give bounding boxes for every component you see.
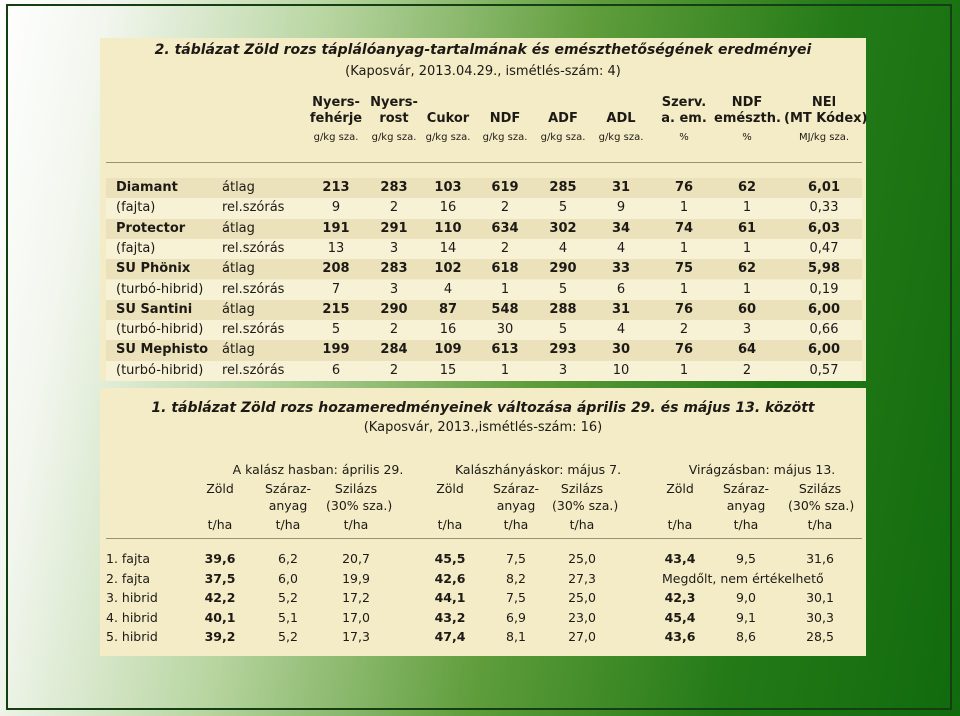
table2-cell: 5	[558, 322, 568, 338]
table2-subtitle: (Kaposvár, 2013.04.29., ismétlés-szám: 4)	[345, 64, 621, 79]
table2-cell: 110	[434, 220, 462, 236]
table2-row-name: SU Mephisto	[116, 342, 209, 358]
table2-cell: 103	[434, 180, 462, 195]
table2-cell: 9	[331, 200, 341, 216]
table2-cell: 3	[742, 322, 752, 338]
table1-col-szilazs: Szilázs	[798, 481, 842, 496]
table2-col-header-line2: emészth.	[714, 111, 781, 126]
table1-row-name: 1. fajta	[106, 551, 150, 566]
table1-group-label: A kalász hasban: április 29.	[232, 462, 404, 477]
table1-group-label: Kalászhányáskor: május 7.	[454, 462, 622, 477]
table2-cell: 7	[331, 281, 341, 297]
table1-col-unit: t/ha	[343, 517, 369, 532]
table1-col-szaraz: anyag	[496, 498, 536, 513]
table2-cell: 2	[389, 322, 399, 338]
table2-cell: 4	[443, 281, 453, 297]
table2-col-header-line2: a. em.	[661, 111, 707, 126]
table2-cell: 0,66	[809, 322, 839, 338]
table1-cell: 6,2	[278, 551, 298, 566]
table1-cell: 37,5	[204, 570, 236, 586]
table1-col-unit: t/ha	[207, 517, 233, 532]
table2-col-header-line2: rost	[379, 111, 409, 126]
table2-cell: 74	[674, 220, 694, 236]
table1-cell: 19,9	[342, 570, 370, 586]
table1-col-szaraz: anyag	[268, 498, 308, 513]
table2-cell: 0,33	[809, 200, 839, 216]
table2-cell: 3	[389, 240, 399, 256]
table1-row-name: 4. hibrid	[106, 609, 158, 625]
table1-col-szaraz: Száraz-	[264, 481, 312, 496]
table2-row-name: (fajta)	[116, 240, 156, 256]
table2-cell: 293	[549, 342, 577, 358]
table2-row-name: SU Santini	[116, 301, 193, 317]
table1-cell: 7,5	[506, 590, 526, 605]
table1-col-zold: Zöld	[206, 481, 234, 496]
table2-cell: 2	[389, 362, 399, 378]
table2-cell: 64	[737, 342, 757, 358]
table2-cell: 10	[612, 362, 630, 378]
table2-cell: 6,03	[807, 220, 841, 236]
table2-cell: 0,47	[809, 240, 839, 256]
table2-cell: 1	[500, 362, 510, 378]
table2-row-stat: rel.szórás	[222, 240, 285, 256]
table1-col-unit: t/ha	[807, 517, 833, 532]
table2-cell: 2	[500, 200, 510, 216]
table2-col-unit: g/kg sza.	[540, 132, 586, 143]
table1-cell: 43,6	[664, 629, 696, 644]
table1-row-name: 2. fajta	[106, 570, 150, 586]
table1-col-szilazs: (30% sza.)	[552, 498, 619, 513]
table2-cell: 76	[674, 301, 694, 317]
table1-cell: 47,4	[434, 629, 466, 644]
table1-title: 1. táblázat Zöld rozs hozameredményeinek változása április 29. és május 13. között	[151, 400, 815, 416]
table2-cell: 16	[439, 322, 457, 338]
table1-col-unit: t/ha	[733, 517, 759, 532]
table2-header-rule	[106, 162, 862, 163]
table2-row-stat: átlag	[222, 301, 255, 317]
table2-cell: 288	[549, 301, 577, 317]
table1-header-rule	[106, 538, 862, 539]
table2-cell: 0,19	[809, 281, 839, 297]
table2-row-name: (turbó-hibrid)	[116, 281, 204, 297]
table1-col-unit: t/ha	[437, 517, 463, 532]
table1-cell: 5,2	[278, 590, 298, 605]
table1-cell: 39,2	[204, 629, 236, 644]
table2-cell: 62	[737, 261, 757, 277]
table2-col-unit: g/kg sza.	[425, 132, 471, 143]
table1-cell: 42,6	[434, 570, 466, 586]
table1-cell: 5,2	[278, 629, 298, 644]
table1-cell: 8,2	[506, 570, 526, 586]
table2-cell: 290	[380, 301, 408, 317]
table1-cell: 30,3	[806, 609, 834, 625]
table2-cell: 1	[679, 281, 689, 297]
table2-cell: 208	[322, 261, 350, 277]
table2-cell: 61	[737, 220, 757, 236]
table1-row-name: 3. hibrid	[106, 590, 158, 605]
table2-cell: 284	[380, 342, 408, 358]
table2-cell: 3	[558, 362, 568, 378]
table2-col-header-line1: NDF	[731, 95, 763, 110]
table1-col-szaraz: Száraz-	[722, 481, 770, 496]
table2-col-unit: %	[742, 132, 752, 143]
table1-cell: 28,5	[806, 629, 834, 644]
table2-cell: 1	[679, 362, 689, 378]
table1-cell: 40,1	[204, 609, 236, 625]
table1-col-unit: t/ha	[503, 517, 529, 532]
table2-col-unit: MJ/kg sza.	[798, 132, 850, 143]
table1-cell: 17,0	[342, 609, 370, 625]
table2-cell: 16	[439, 200, 457, 216]
table2-row-stat: átlag	[222, 180, 255, 195]
table1-cell: 9,1	[736, 609, 756, 625]
table1-panel	[100, 388, 866, 656]
table2-cell: 6	[616, 281, 626, 297]
table2-col-header-line2: fehérje	[309, 111, 363, 126]
table2-cell: 1	[742, 240, 752, 256]
table2-cell: 5	[331, 322, 341, 338]
table1-group-label: Virágzásban: május 13.	[688, 462, 836, 477]
table2-cell: 5	[558, 200, 568, 216]
table1-cell: 27,0	[568, 629, 596, 644]
table2-col-header-line1: Nyers-	[312, 95, 360, 110]
table2-cell: 283	[380, 180, 408, 195]
table2-cell: 14	[439, 240, 457, 256]
table1-col-szaraz: anyag	[726, 498, 766, 513]
table1-col-szaraz: Száraz-	[492, 481, 540, 496]
table1-cell: 5,1	[278, 609, 298, 625]
table2-cell: 1	[679, 240, 689, 256]
table1-col-szilazs: Szilázs	[334, 481, 378, 496]
table2-cell: 0,57	[809, 362, 839, 378]
table2-cell: 191	[322, 220, 350, 236]
table1-cell: 6,0	[278, 570, 298, 586]
table2-cell: 31	[611, 301, 631, 317]
table1-cell: 42,3	[664, 590, 696, 605]
table1-cell: 39,6	[204, 551, 236, 566]
table2-cell: 4	[558, 240, 568, 256]
table1-col-unit: t/ha	[569, 517, 595, 532]
table2-cell: 30	[496, 322, 514, 338]
table2-cell: 618	[491, 261, 519, 277]
table2-col-unit: %	[679, 132, 689, 143]
table1-cell: 8,6	[736, 629, 756, 644]
table2-cell: 5,98	[807, 261, 841, 277]
table1-cell: 17,3	[342, 629, 370, 644]
table2-cell: 87	[438, 301, 458, 317]
table2-cell: 75	[674, 261, 694, 277]
table1-col-unit: t/ha	[667, 517, 693, 532]
table2-col-header-line2: ADF	[548, 111, 578, 126]
table2-col-header-line1: Szerv.	[661, 95, 707, 110]
table1-cell: 45,4	[664, 609, 696, 625]
table1-cell: 43,2	[434, 609, 466, 625]
table2-cell: 1	[679, 200, 689, 216]
table1-col-unit: t/ha	[275, 517, 301, 532]
table1-row-note: Megdőlt, nem értékelhető	[662, 570, 824, 586]
table2-cell: 215	[322, 301, 350, 317]
table2-cell: 6,00	[807, 342, 841, 358]
table2-row-stat: rel.szórás	[222, 200, 285, 216]
table2-col-unit: g/kg sza.	[482, 132, 528, 143]
table2-col-unit: g/kg sza.	[313, 132, 359, 143]
table2-row-stat: rel.szórás	[222, 281, 285, 297]
table2-col-header-line1: Nyers-	[370, 95, 418, 110]
table1-col-szilazs: (30% sza.)	[788, 498, 855, 513]
table2-cell: 30	[611, 342, 631, 358]
table1-cell: 45,5	[434, 551, 466, 566]
table2-row-stat: átlag	[222, 261, 255, 277]
table2-cell: 33	[611, 261, 631, 277]
table1-cell: 6,9	[506, 609, 526, 625]
table1-col-szilazs: Szilázs	[560, 481, 604, 496]
table1-cell: 44,1	[434, 590, 466, 605]
table2-col-unit: g/kg sza.	[598, 132, 644, 143]
table2-cell: 15	[439, 362, 457, 378]
table2-cell: 213	[322, 180, 350, 195]
table2-cell: 2	[500, 240, 510, 256]
table2-row-name: SU Phönix	[116, 261, 191, 277]
table2-cell: 1	[742, 281, 752, 297]
table2-cell: 102	[434, 261, 462, 277]
table2-panel	[100, 38, 866, 381]
table2-cell: 302	[549, 220, 577, 236]
table1-cell: 31,6	[806, 551, 834, 566]
table2-row-name: (turbó-hibrid)	[116, 322, 204, 338]
table2-cell: 1	[500, 281, 510, 297]
table2-cell: 5	[558, 281, 568, 297]
table1-cell: 20,7	[342, 551, 370, 566]
table2-cell: 34	[611, 220, 631, 236]
table2-row-stat: rel.szórás	[222, 322, 285, 338]
table2-row-name: Protector	[116, 220, 186, 236]
table2-col-unit: g/kg sza.	[371, 132, 417, 143]
table1-cell: 43,4	[664, 551, 696, 566]
table2-cell: 13	[327, 240, 345, 256]
table2-cell: 31	[611, 180, 631, 195]
table2-cell: 613	[491, 342, 519, 358]
table2-cell: 2	[679, 322, 689, 338]
table2-cell: 109	[434, 342, 462, 358]
table2-row-stat: rel.szórás	[222, 362, 285, 378]
table2-cell: 76	[674, 180, 694, 195]
table1-cell: 42,2	[204, 590, 236, 605]
table2-cell: 619	[491, 180, 519, 195]
table2-col-header-line2: ADL	[606, 111, 636, 126]
table1-cell: 17,2	[342, 590, 370, 605]
table1-subtitle: (Kaposvár, 2013.,ismétlés-szám: 16)	[363, 420, 603, 435]
table1-cell: 27,3	[568, 570, 596, 586]
table2-cell: 291	[380, 220, 408, 236]
table2-cell: 199	[322, 342, 350, 358]
table2-cell: 285	[549, 180, 577, 195]
table1-cell: 7,5	[506, 551, 526, 566]
table2-cell: 283	[380, 261, 408, 277]
table2-cell: 9	[616, 200, 626, 216]
table1-cell: 25,0	[568, 590, 596, 605]
table2-cell: 1	[742, 200, 752, 216]
table2-cell: 4	[616, 240, 626, 256]
table1-col-zold: Zöld	[666, 481, 694, 496]
table2-col-header-line2: (MT Kódex)	[784, 111, 868, 126]
table2-cell: 290	[549, 261, 577, 277]
table2-title: 2. táblázat Zöld rozs táplálóanyag-tartalmának és emészthetőségének eredményei	[154, 42, 812, 58]
table2-cell: 6,00	[807, 301, 841, 317]
table2-cell: 6,01	[807, 180, 841, 195]
table2-row-stat: átlag	[222, 342, 255, 358]
table2-cell: 6	[331, 362, 341, 378]
table1-cell: 8,1	[506, 629, 526, 644]
table2-row-name: (fajta)	[116, 200, 156, 216]
table2-cell: 60	[737, 301, 757, 317]
table2-cell: 4	[616, 322, 626, 338]
table2-cell: 3	[389, 281, 399, 297]
table2-row-stat: átlag	[222, 220, 255, 236]
table2-cell: 548	[491, 301, 519, 317]
table2-cell: 2	[742, 362, 752, 378]
table2-col-header-line1: NEl	[811, 95, 837, 110]
table2-row-name: (turbó-hibrid)	[116, 362, 204, 378]
table1-cell: 25,0	[568, 551, 596, 566]
table2-cell: 62	[737, 180, 757, 195]
table2-col-header-line2: Cukor	[426, 111, 470, 126]
table1-cell: 23,0	[568, 609, 596, 625]
table1-cell: 9,0	[736, 590, 756, 605]
table2-col-header-line2: NDF	[489, 111, 521, 126]
table1-cell: 9,5	[736, 551, 756, 566]
table1-row-name: 5. hibrid	[106, 629, 158, 644]
table1-col-zold: Zöld	[436, 481, 464, 496]
table1-cell: 30,1	[806, 590, 834, 605]
table1-col-szilazs: (30% sza.)	[326, 498, 393, 513]
table2-cell: 2	[389, 200, 399, 216]
table2-cell: 76	[674, 342, 694, 358]
table2-row-name: Diamant	[116, 180, 178, 195]
table2-cell: 634	[491, 220, 519, 236]
